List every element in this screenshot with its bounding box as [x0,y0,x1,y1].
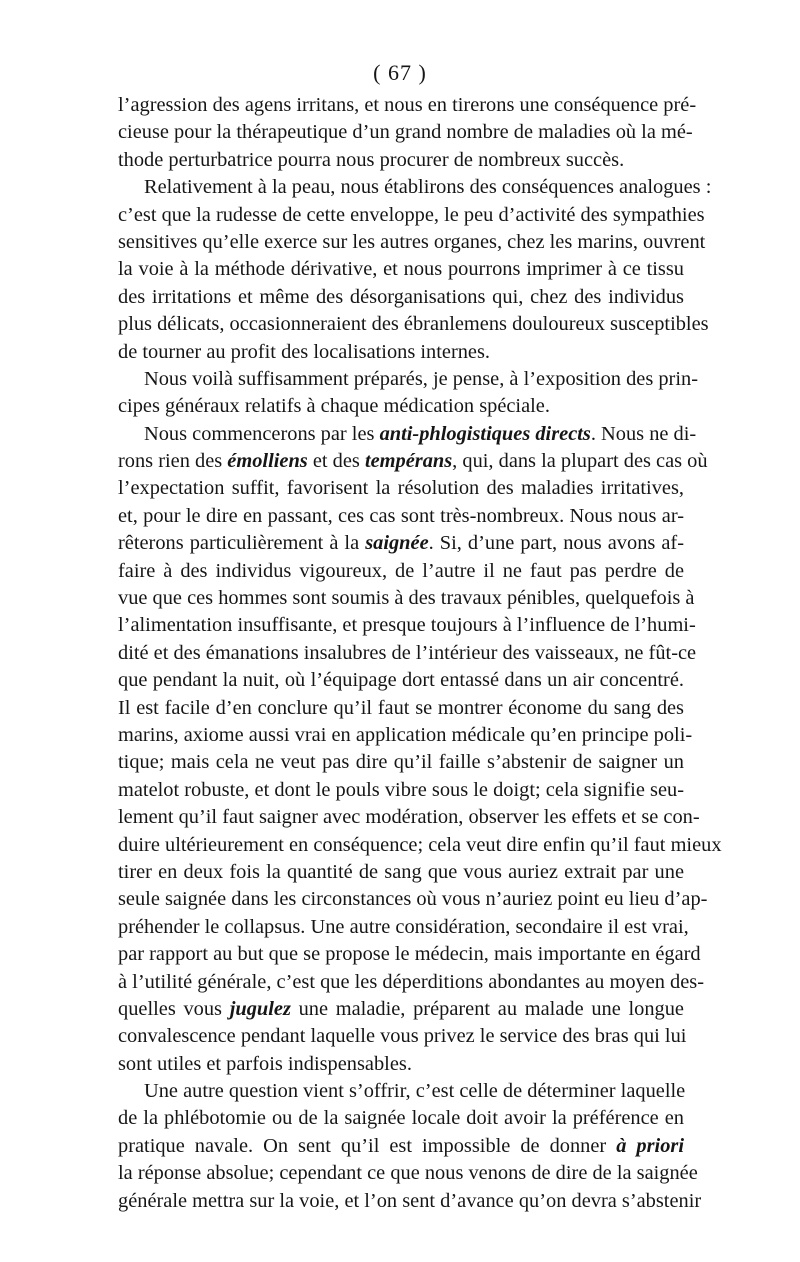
text-line: l’expectation suffit, favorisent la résolution des maladies irritatives, [118,477,684,500]
text-line: tique; mais cela ne veut pas dire qu’il faille s’abstenir de saigner un [118,751,684,774]
text-line: de tourner au profit des localisations internes. [118,340,491,363]
text-line: sensitives qu’elle exerce sur les autres organes, chez les marins, ouvrent [118,230,706,253]
text-line: générale mettra sur la voie, et l’on sent d’avance qu’on devra s’abstenir [118,1189,702,1212]
text-line: des irritations et même des désorganisations qui, chez des individus [118,285,684,308]
body-text [118,92,722,1215]
italic-term: à priori [616,1134,684,1157]
text-line: sont utiles et parfois indispensables. [118,1052,412,1075]
text-run: . Si, d’une part, nous avons af- [428,532,684,555]
text-run: et des [307,450,365,473]
text-line: préhender le collapsus. Une autre considération, secondaire il est vrai, [118,915,689,938]
text-line: tirer en deux fois la quantité de sang que vous auriez extrait par une [118,860,684,883]
text-line: par rapport au but que se propose le médecin, mais importante en égard [118,943,701,966]
text-line: lement qu’il faut saigner avec modération, observer les effets et se con- [118,806,700,829]
text-line: dité et des émanations insalubres de l’intérieur des vaisseaux, ne fût-ce [118,641,697,664]
text-line: thode perturbatrice pourra nous procurer de nombreux succès. [118,148,625,171]
italic-term: tempérans [364,450,453,473]
text-line: faire à des individus vigoureux, de l’autre il ne faut pas perdre de [118,559,684,582]
text-line: convalescence pendant laquelle vous privez le service des bras qui lui [118,1025,687,1048]
text-line: Nous voilà suffisamment préparés, je pense, à l’exposition des prin- [144,367,699,390]
text-line: de la phlébotomie ou de la saignée locale doit avoir la préférence en [118,1107,684,1130]
text-line [118,448,708,475]
text-run: pratique navale. On sent qu’il est impossible de donner [118,1134,617,1157]
text-line: c’est que la rudesse de cette enveloppe, le peu d’activité des sympathies [118,203,705,226]
italic-term: jugulez [229,997,291,1020]
italic-term: saignée [365,532,429,555]
text-run: , qui, dans la plupart des cas où [452,450,708,473]
text-line: plus délicats, occasionneraient des ébranlemens douloureux susceptibles [118,313,709,336]
text-run: rêterons particulièrement à la [118,532,366,555]
text-line: seule saignée dans les circonstances où vous n’auriez point eu lieu d’ap- [118,888,708,911]
text-line: et, pour le dire en passant, ces cas sont très-nombreux. Nous nous ar- [118,504,684,527]
text-line: vue que ces hommes sont soumis à des travaux pénibles, quelquefois à [118,587,695,610]
text-line: marins, axiome aussi vrai en application médicale qu’en principe poli- [118,723,693,746]
text-line [118,1133,684,1160]
italic-term: anti-phlogistiques directs [379,422,591,445]
text-line: la voie à la méthode dérivative, et nous pourrons imprimer à ce tissu [118,258,684,281]
text-line [118,996,684,1023]
text-line: cieuse pour la thérapeutique d’un grand nombre de maladies où la mé- [118,121,693,144]
text-line [118,421,697,448]
text-line: Relativement à la peau, nous établirons des conséquences analogues : [144,176,712,199]
text-run: rons rien des [118,450,228,473]
text-line: l’agression des agens irritans, et nous en tirerons une conséquence pré- [118,94,697,116]
text-run: une maladie, préparent au malade une longue [290,997,684,1020]
text-line: duire ultérieurement en conséquence; cela veut dire enfin qu’il faut mieux [118,833,722,856]
text-line: que pendant la nuit, où l’équipage dort entassé dans un air concentré. [118,669,684,692]
text-line [118,530,684,557]
text-line: la réponse absolue; cependant ce que nous venons de dire de la saignée [118,1162,698,1185]
text-line: à l’utilité générale, c’est que les déperditions abondantes au moyen des- [118,970,705,993]
text-line: Il est facile d’en conclure qu’il faut se montrer économe du sang des [118,696,684,719]
text-line: Une autre question vient s’offrir, c’est celle de déterminer laquelle [144,1080,686,1103]
text-run: . Nous ne di- [590,422,697,445]
page-number: ( 67 ) [373,60,427,85]
text-run: quelles vous [118,997,230,1020]
text-line: l’alimentation insuffisante, et presque toujours à l’influence de l’humi- [118,614,696,637]
italic-term: émolliens [227,450,308,473]
text-line: matelot robuste, et dont le pouls vibre sous le doigt; cela signifie seu- [118,778,684,801]
text-run: Nous commencerons par les [144,422,380,445]
text-line: cipes généraux relatifs à chaque médication spéciale. [118,395,550,418]
